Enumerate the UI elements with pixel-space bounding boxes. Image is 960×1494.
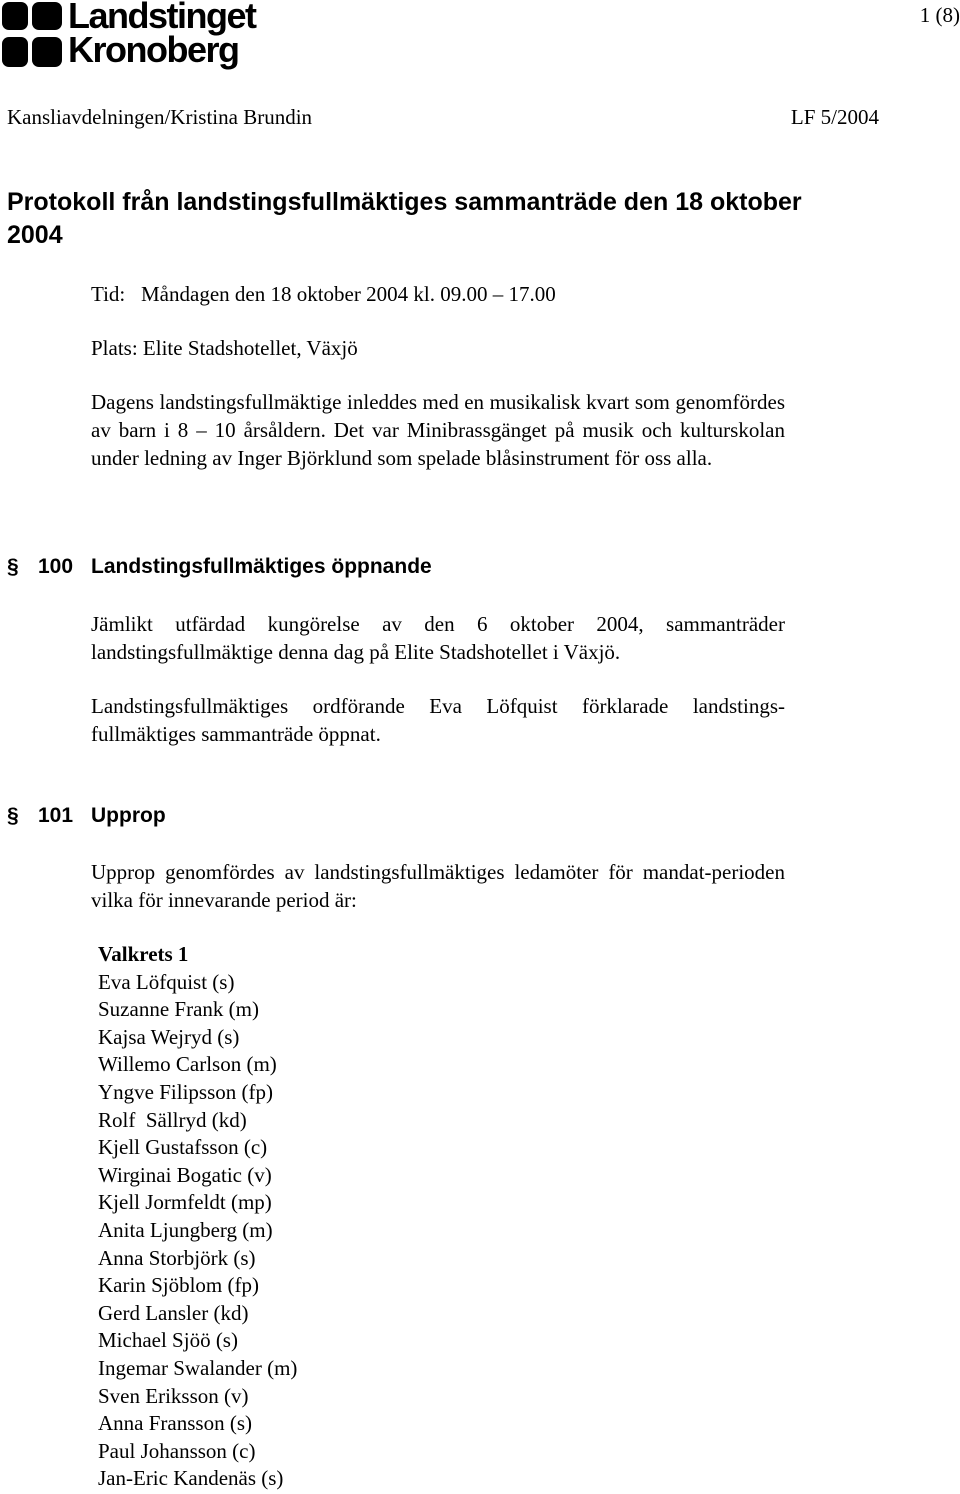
roster-member: Anna Fransson (s) bbox=[98, 1411, 252, 1436]
section-sign: § bbox=[7, 555, 19, 578]
meeting-place: Plats: Elite Stadshotellet, Växjö bbox=[91, 336, 358, 360]
section-100-paragraph-1: Jämlikt utfärdad kungörelse av den 6 oktober 2004, sammanträder landstingsfullmäktige denna dag på Elite Stadshotellet i Växjö. bbox=[91, 612, 785, 664]
section-100-paragraph-2: Landstingsfullmäktiges ordförande Eva Löfquist förklarade landstings-fullmäktiges sammanträde öppnat. bbox=[91, 694, 785, 746]
roster-member: Jan-Eric Kandenäs (s) bbox=[98, 1466, 284, 1491]
roster-member: Anna Storbjörk (s) bbox=[98, 1245, 256, 1270]
logo-mark-icon bbox=[2, 2, 64, 72]
roster-member: Kjell Gustafsson (c) bbox=[98, 1135, 268, 1160]
member-roster bbox=[98, 941, 297, 1493]
roster-member: Sven Eriksson (v) bbox=[98, 1383, 249, 1408]
document-title: Protokoll från landstingsfullmäktiges sammanträde den 18 oktober 2004 bbox=[7, 188, 802, 249]
department-author: Kansliavdelningen/Kristina Brundin bbox=[7, 105, 313, 129]
roster-heading: Valkrets 1 bbox=[98, 942, 189, 966]
roster-member: Anita Ljungberg (m) bbox=[98, 1217, 273, 1242]
roster-member: Kjell Jormfeldt (mp) bbox=[98, 1190, 272, 1215]
page-number: 1 (8) bbox=[919, 3, 960, 27]
document-reference: LF 5/2004 bbox=[790, 105, 879, 129]
roster-member: Michael Sjöö (s) bbox=[98, 1328, 238, 1353]
section-sign: § bbox=[7, 804, 19, 827]
roster-member: Wirginai Bogatic (v) bbox=[98, 1162, 272, 1187]
section-101-paragraph-1: Upprop genomfördes av landstingsfullmäktiges ledamöter för mandat-perioden vilka för innevarande period är: bbox=[91, 860, 785, 912]
intro-paragraph: Dagens landstingsfullmäktige inleddes med en musikalisk kvart som genomfördes av barn i 8 – 10 årsåldern. Det var Minibrassgänget på musik och kulturskolan under ledning av Inger Björklund som spelade blåsinstrument för oss alla. bbox=[91, 390, 785, 470]
roster-member: Paul Johansson (c) bbox=[98, 1438, 256, 1463]
roster-member: Rolf Sällryd (kd) bbox=[98, 1107, 247, 1132]
roster-member: Suzanne Frank (m) bbox=[98, 997, 259, 1022]
logo-text-line1: Landstinget bbox=[68, 0, 256, 36]
roster-member: Eva Löfquist (s) bbox=[98, 969, 235, 994]
logo-text-line2: Kronoberg bbox=[68, 29, 239, 70]
section-title: Upprop bbox=[91, 804, 166, 827]
section-number: 100 bbox=[38, 555, 74, 578]
section-title: Landstingsfullmäktiges öppnande bbox=[91, 555, 432, 578]
section-number: 101 bbox=[38, 804, 74, 827]
meeting-time: Tid: Måndagen den 18 oktober 2004 kl. 09.00 – 17.00 bbox=[91, 282, 556, 306]
roster-member: Kajsa Wejryd (s) bbox=[98, 1024, 240, 1049]
roster-member: Gerd Lansler (kd) bbox=[98, 1300, 249, 1325]
roster-member: Karin Sjöblom (fp) bbox=[98, 1273, 259, 1298]
roster-member: Willemo Carlson (m) bbox=[98, 1052, 277, 1077]
roster-member: Yngve Filipsson (fp) bbox=[98, 1079, 273, 1104]
organization-logo bbox=[2, 2, 272, 72]
roster-member: Ingemar Swalander (m) bbox=[98, 1355, 298, 1380]
